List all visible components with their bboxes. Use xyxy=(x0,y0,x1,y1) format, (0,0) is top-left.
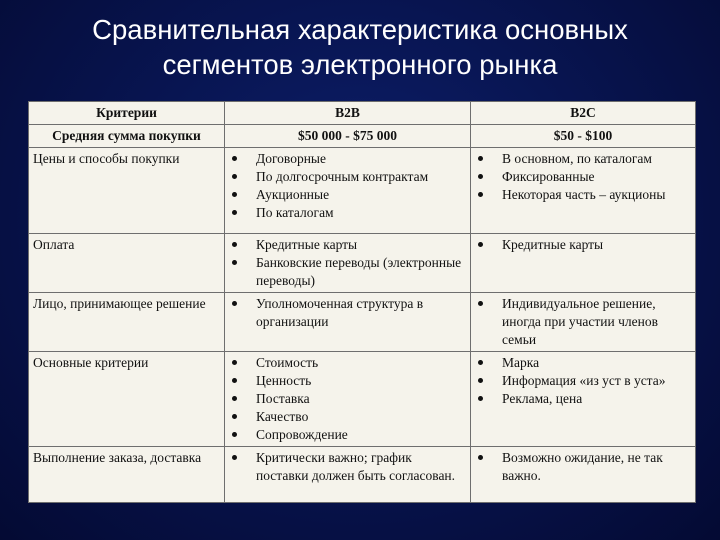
bullet-item: Сопровождение xyxy=(229,426,466,444)
comparison-table xyxy=(28,101,696,503)
b2c-bullet-list xyxy=(475,236,691,254)
header-b2b: B2B xyxy=(225,102,471,125)
bullet-item: Некоторая часть – аукционы xyxy=(475,186,691,204)
bullet-item: Критически важно; график поставки должен быть согласован. xyxy=(229,449,466,485)
table-row xyxy=(29,234,696,293)
header-row xyxy=(29,102,696,125)
b2c-cell xyxy=(471,352,696,447)
bullet-item: Возможно ожидание, не так важно. xyxy=(475,449,691,485)
header-criteria: Критерии xyxy=(29,102,225,125)
bullet-item: По долгосрочным контрактам xyxy=(229,168,466,186)
avg-purchase-label: Средняя сумма покупки xyxy=(29,125,225,148)
b2b-cell xyxy=(225,352,471,447)
bullet-item: Информация «из уст в уста» xyxy=(475,372,691,390)
criterion-cell: Основные критерии xyxy=(29,352,225,447)
bullet-item: Договорные xyxy=(229,150,466,168)
bullet-item: Кредитные карты xyxy=(475,236,691,254)
b2c-cell xyxy=(471,234,696,293)
criterion-cell: Выполнение заказа, доставка xyxy=(29,447,225,503)
table-row xyxy=(29,447,696,503)
b2b-bullet-list xyxy=(229,354,466,444)
bullet-item: Фиксированные xyxy=(475,168,691,186)
criterion-cell: Цены и способы покупки xyxy=(29,148,225,234)
slide-title-line2: сегментов электронного рынка xyxy=(162,49,558,80)
header-b2c: B2C xyxy=(471,102,696,125)
b2b-bullet-list xyxy=(229,449,466,485)
slide-title xyxy=(0,12,720,82)
criterion-cell: Лицо, принимающее решение xyxy=(29,293,225,352)
b2b-cell xyxy=(225,447,471,503)
slide-title-line1: Сравнительная характеристика основных xyxy=(92,14,628,45)
b2b-cell xyxy=(225,234,471,293)
table-row xyxy=(29,148,696,234)
bullet-item: Банковские переводы (электронные переводы) xyxy=(229,254,466,290)
bullet-item: Ценность xyxy=(229,372,466,390)
b2b-bullet-list xyxy=(229,150,466,222)
b2c-bullet-list xyxy=(475,150,691,204)
b2c-bullet-list xyxy=(475,354,691,408)
b2c-bullet-list xyxy=(475,449,691,485)
table-row xyxy=(29,293,696,352)
bullet-item: Уполномоченная структура в организации xyxy=(229,295,466,331)
bullet-item: Качество xyxy=(229,408,466,426)
bullet-item: В основном, по каталогам xyxy=(475,150,691,168)
bullet-item: Стоимость xyxy=(229,354,466,372)
avg-purchase-b2b: $50 000 - $75 000 xyxy=(225,125,471,148)
b2b-bullet-list xyxy=(229,295,466,331)
b2c-cell xyxy=(471,293,696,352)
b2b-bullet-list xyxy=(229,236,466,290)
table-row xyxy=(29,352,696,447)
bullet-item: Поставка xyxy=(229,390,466,408)
bullet-item: Реклама, цена xyxy=(475,390,691,408)
b2c-cell xyxy=(471,447,696,503)
bullet-item: Индивидуальное решение, иногда при участии членов семьи xyxy=(475,295,691,349)
bullet-item: Аукционные xyxy=(229,186,466,204)
bullet-item: По каталогам xyxy=(229,204,466,222)
avg-purchase-row xyxy=(29,125,696,148)
bullet-item: Марка xyxy=(475,354,691,372)
b2c-bullet-list xyxy=(475,295,691,349)
bullet-item: Кредитные карты xyxy=(229,236,466,254)
criterion-cell: Оплата xyxy=(29,234,225,293)
b2b-cell xyxy=(225,293,471,352)
b2c-cell xyxy=(471,148,696,234)
b2b-cell xyxy=(225,148,471,234)
avg-purchase-b2c: $50 - $100 xyxy=(471,125,696,148)
